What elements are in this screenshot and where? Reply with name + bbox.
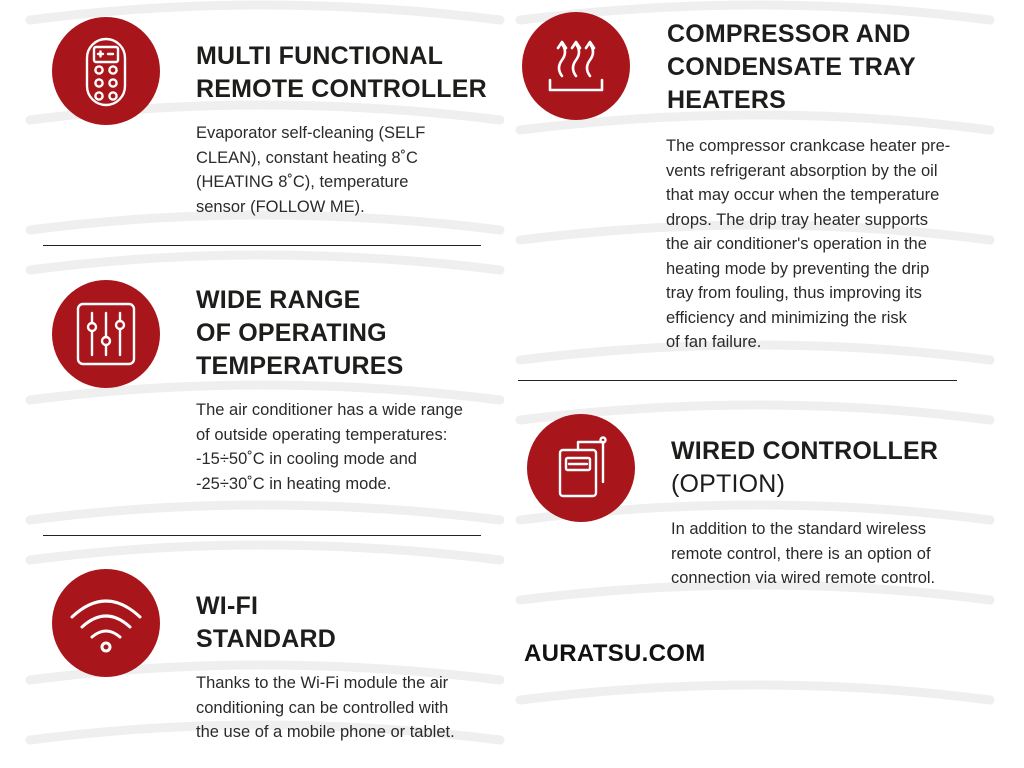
- feature-description: Evaporator self-cleaning (SELF CLEAN), constant heating 8˚C (HEATING 8˚C), temperature sensor (FOLLOW ME).: [196, 124, 426, 216]
- divider: [43, 245, 481, 246]
- website-url: AURATSU.COM: [524, 640, 706, 667]
- feature-title: MULTI FUNCTIONAL REMOTE CONTROLLER: [196, 42, 487, 103]
- feature-operating-temperatures: [0, 250, 512, 540]
- feature-wifi: [0, 540, 512, 768]
- feature-remote-controller: [0, 0, 512, 250]
- divider: [43, 535, 481, 536]
- remote-control-icon: [52, 17, 160, 125]
- wifi-icon: [52, 569, 160, 677]
- heater-icon: [522, 12, 630, 120]
- divider: [518, 380, 957, 381]
- sliders-icon: [52, 280, 160, 388]
- feature-title: WIDE RANGE OF OPERATING TEMPERATURES: [196, 286, 404, 380]
- feature-description: Thanks to the Wi-Fi module the air conditioning can be controlled with the use of a mobile phone or tablet.: [196, 674, 455, 741]
- feature-title: COMPRESSOR AND CONDENSATE TRAY HEATERS: [667, 20, 916, 114]
- feature-description: The compressor crankcase heater pre- vents refrigerant absorption by the oil that may occur when the temperature drops. The drip tray heater supports the air conditioner's operation in the heating mode by preventing the drip tray from fouling, thus improving its efficiency and minimizing the risk of fan failure.: [666, 137, 951, 351]
- feature-heaters: [512, 0, 1024, 380]
- feature-description: The air conditioner has a wide range of outside operating temperatures: -15÷50˚C in cooling mode and -25÷30˚C in heating mode.: [196, 401, 463, 493]
- feature-title: WI-FI STANDARD: [196, 592, 337, 653]
- wired-controller-icon: [527, 414, 635, 522]
- option-label: (OPTION): [671, 470, 786, 498]
- feature-description: In addition to the standard wireless remote control, there is an option of connection via wired remote control.: [671, 520, 936, 587]
- feature-wired-controller: [512, 385, 1024, 625]
- feature-title: WIRED CONTROLLER (OPTION): [671, 435, 938, 501]
